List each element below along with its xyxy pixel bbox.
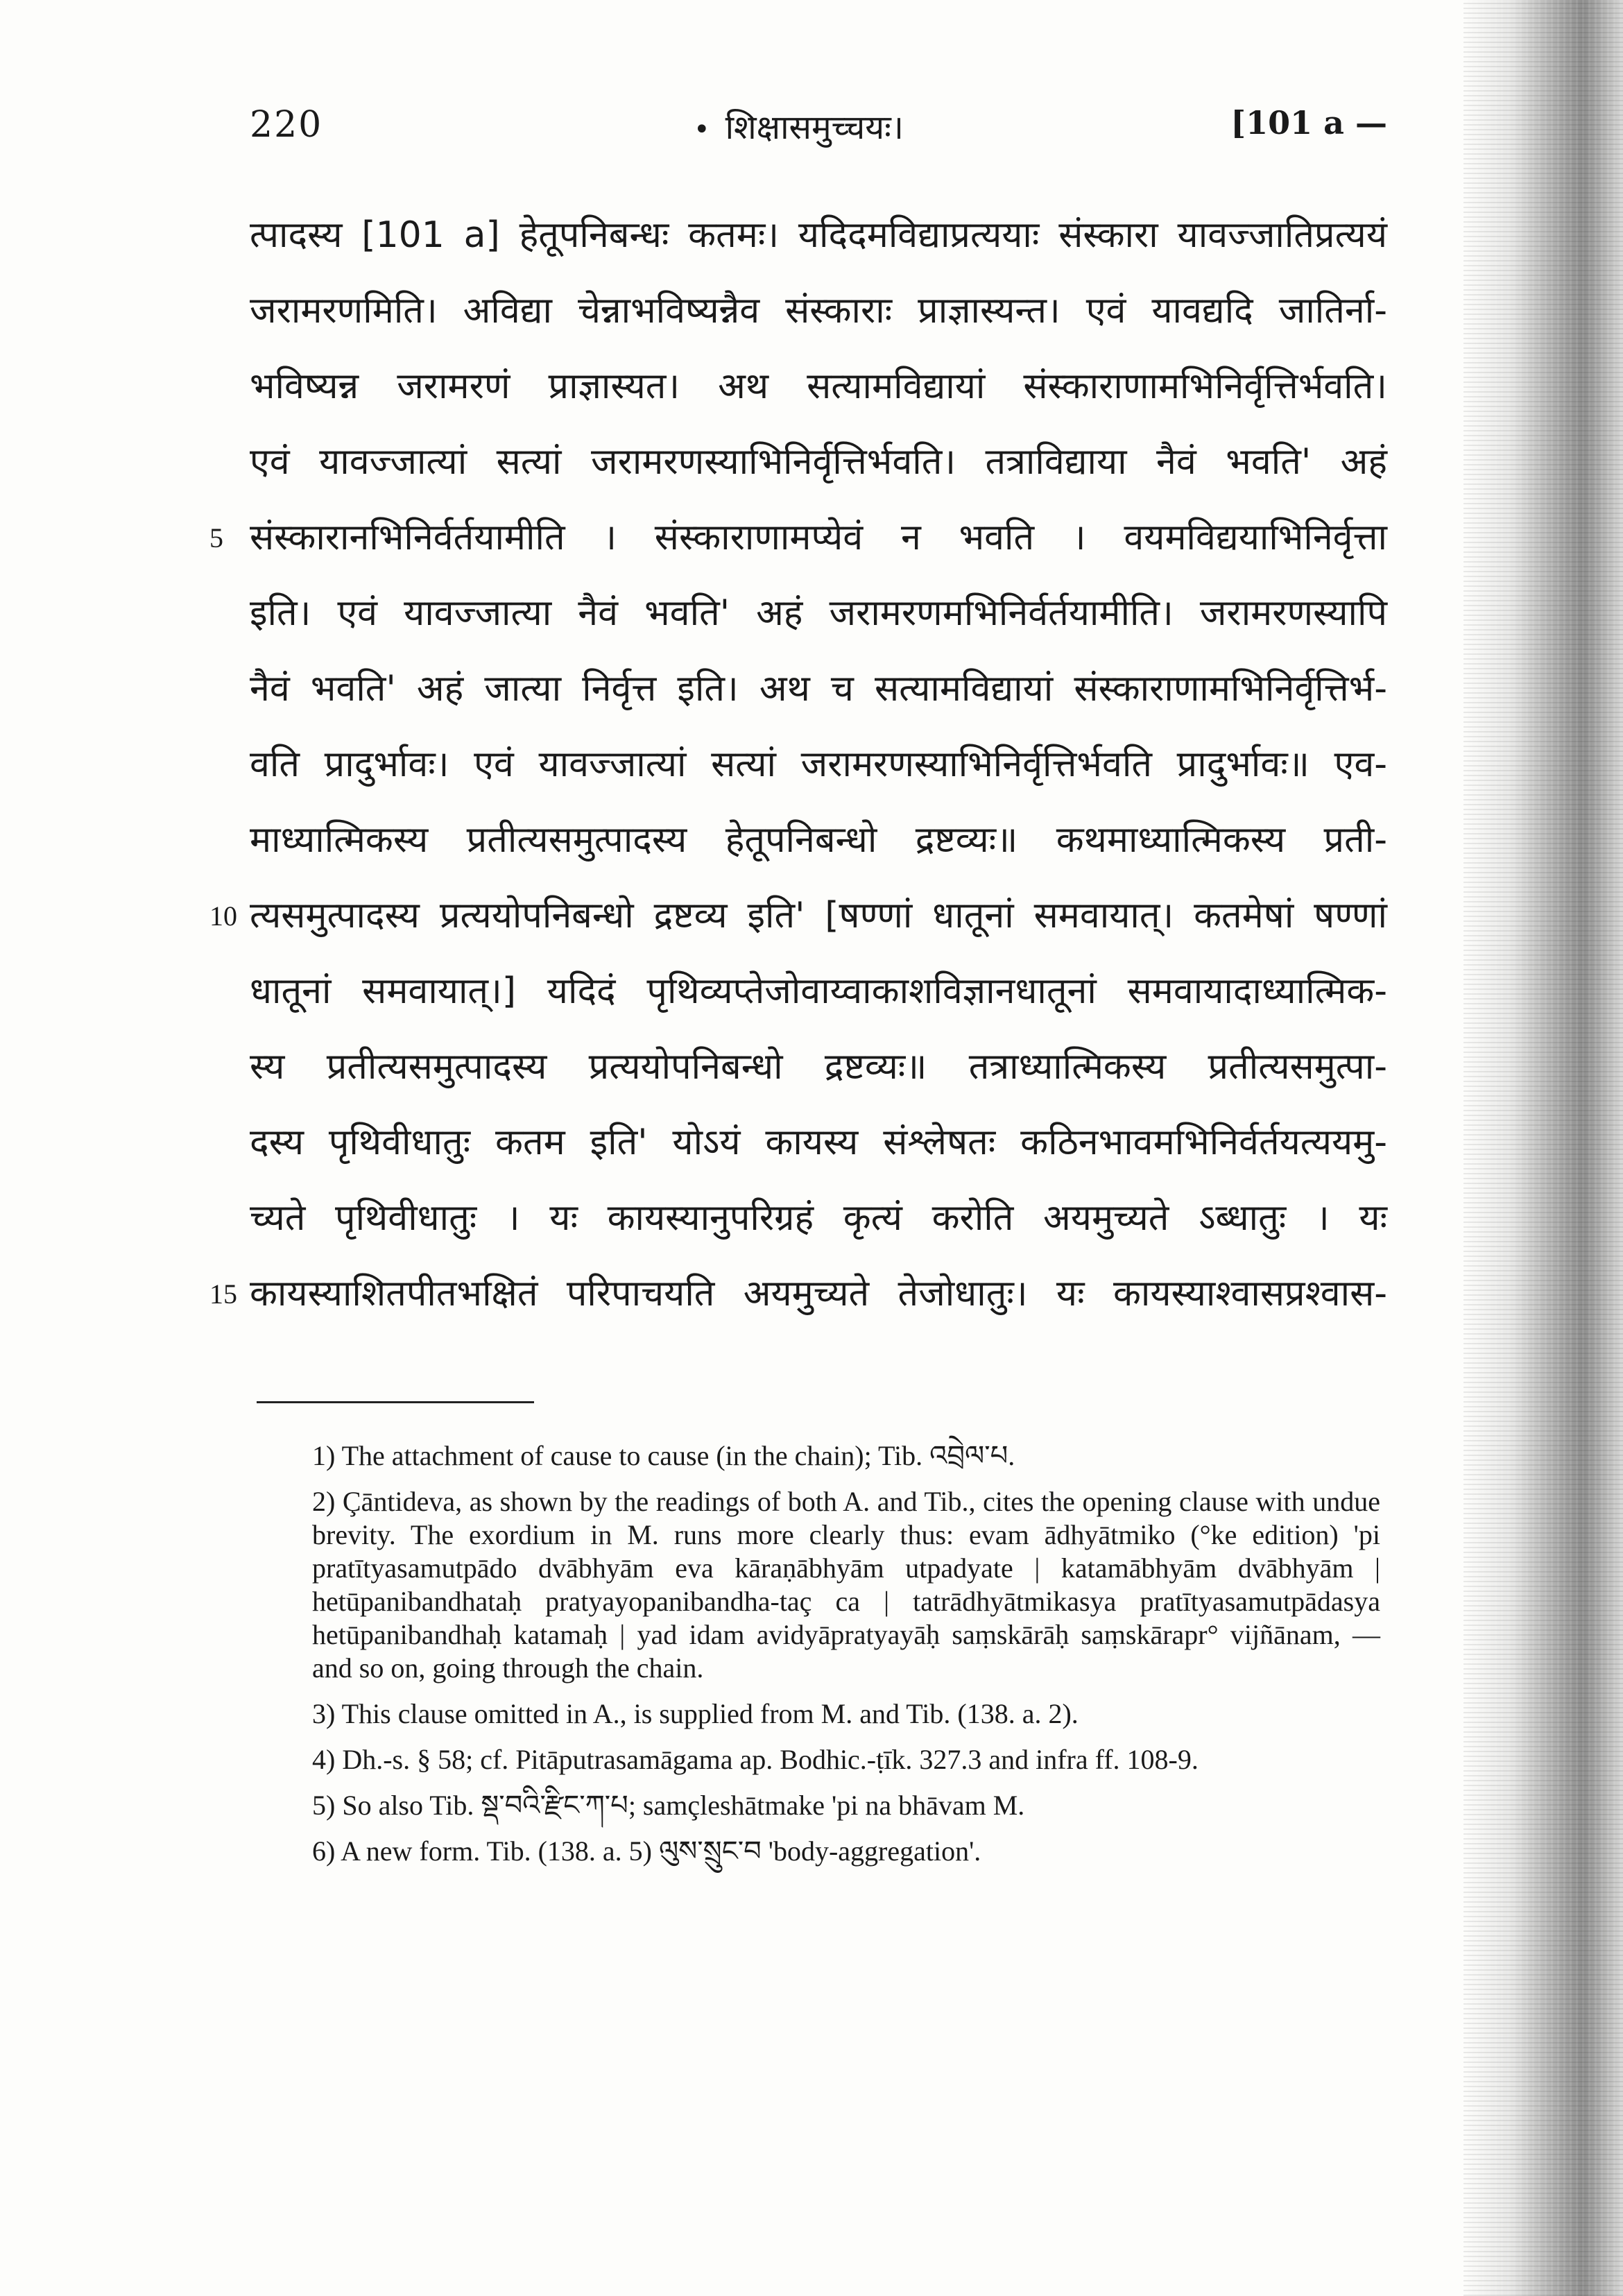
line-text: इति। एवं यावज्जात्या नैवं भवति' अहं जरामरणमभिनिर्वर्तयामीति। जरामरणस्यापि: [250, 592, 1387, 634]
line-text: कायस्याशितपीतभक्षितं परिपाचयति अयमुच्यते तेजोधातुः। यः कायस्याश्वासप्रश्वास-: [250, 1273, 1387, 1314]
line-text: त्यसमुत्पादस्य प्रत्ययोपनिबन्धो द्रष्टव्य इति' [षण्णां धातूनां समवायात्। कतमेषां षण्णां: [250, 895, 1387, 936]
text-line: [250, 1105, 1387, 1181]
line-text: भविष्यन्न जरामरणं प्राज्ञास्यत। अथ सत्यामविद्यायां संस्काराणामभिनिर्वृत्तिर्भवति।: [250, 366, 1387, 407]
bullet-icon: •: [694, 114, 710, 146]
page-header: [250, 104, 1387, 153]
text-line: [250, 1029, 1387, 1105]
text-line: [250, 425, 1387, 500]
footnote: 2) Çāntideva, as shown by the readings of both A. and Tib., cites the opening clause with undue brevity. The exordium in M. runs more clearly thus: evam ādhyātmiko (°ke edition) 'pi pratītyasamutpādo dvābhyām eva kāraṇābhyām utpadyate | katamābhyām dvābhyām | hetūpanibandhataḥ pratyayopanibandha-taç ca | tatrādhyātmikasya pratītyasamutpādasya hetūpanibandhaḥ katamaḥ | yad idam avidyāpratyayāḥ saṃskārāḥ saṃskārapr° vijñānam, — and so on, going through the chain.: [312, 1486, 1380, 1684]
text-line: [250, 273, 1387, 349]
line-number: 10: [209, 900, 237, 932]
running-title-text: शिक्षासमुच्चयः।: [725, 108, 904, 147]
text-line: [209, 1256, 1387, 1332]
text-line: [209, 500, 1387, 576]
line-text: माध्यात्मिकस्य प्रतीत्यसमुत्पादस्य हेतूपनिबन्धो द्रष्टव्यः॥ कथमाध्यात्मिकस्य प्रती-: [250, 819, 1387, 861]
line-text: वति प्रादुर्भावः। एवं यावज्जात्यां सत्यां जरामरणस्याभिनिर्वृत्तिर्भवति प्रादुर्भावः॥ एव-: [250, 744, 1387, 785]
text-line: [209, 878, 1387, 954]
footnote: 6) A new form. Tib. (138. a. 5) ལུས་སྲུང་བ 'body-aggregation'.: [312, 1835, 981, 1867]
line-text: दस्य पृथिवीधातुः कतम इति' योऽयं कायस्य संश्लेषतः कठिनभावमभिनिर्वर्तयत्ययमु-: [250, 1122, 1387, 1163]
text-line: [250, 727, 1387, 803]
footnote: 4) Dh.-s. § 58; cf. Pitāputrasamāgama ap. Bodhic.-ṭīk. 327.3 and infra ff. 108-9.: [312, 1744, 1199, 1775]
line-text: त्पादस्य [101 a] हेतूपनिबन्धः कतमः। यदिदमविद्याप्रत्ययाः संस्कारा यावज्जातिप्रत्ययं: [250, 214, 1387, 256]
folio-reference: [101 a —: [1230, 104, 1387, 142]
binding-shadow: [1463, 0, 1623, 2296]
text-line: [250, 803, 1387, 878]
line-text: एवं यावज्जात्यां सत्यां जरामरणस्याभिनिर्वृत्तिर्भवति। तत्राविद्याया नैवं भवति' अहं: [250, 441, 1387, 483]
line-number: 5: [209, 522, 223, 554]
footnote: 5) So also Tib. སྡ་བའི་རྫིང་ཀ་པ; samçleshātmake 'pi na bhāvam M.: [312, 1790, 1025, 1821]
text-line: [250, 349, 1387, 425]
footnotes: [312, 1425, 1380, 1868]
text-line: [250, 651, 1387, 727]
line-text: जरामरणमिति। अविद्या चेन्नाभविष्यन्नैव संस्काराः प्राज्ञास्यन्त। एवं यावद्यदि जातिर्ना-: [250, 290, 1387, 332]
footnote: 3) This clause omitted in A., is supplied from M. and Tib. (138. a. 2).: [312, 1698, 1079, 1729]
running-title: [694, 104, 904, 149]
line-text: स्य प्रतीत्यसमुत्पादस्य प्रत्ययोपनिबन्धो द्रष्टव्यः॥ तत्राध्यात्मिकस्य प्रतीत्यसमुत्पा-: [250, 1046, 1387, 1088]
footnote-separator: [257, 1401, 534, 1403]
line-text: धातूनां समवायात्।] यदिदं पृथिव्यप्तेजोवाय्वाकाशविज्ञानधातूनां समवायादाध्यात्मिक-: [250, 970, 1387, 1012]
line-text: नैवं भवति' अहं जात्या निर्वृत्त इति। अथ च सत्यामविद्यायां संस्काराणामभिनिर्वृत्तिर्भ-: [250, 668, 1387, 710]
line-number: 15: [209, 1278, 237, 1310]
text-line: [250, 198, 1387, 273]
sanskrit-text-body: [209, 198, 1387, 1332]
footnote: 1) The attachment of cause to cause (in the chain); Tib. འབྲེལ་པ.: [312, 1440, 1015, 1471]
text-line: [250, 954, 1387, 1029]
page-number: 220: [250, 104, 323, 146]
text-line: [250, 1181, 1387, 1256]
text-line: [250, 576, 1387, 651]
line-text: संस्कारानभिनिर्वर्तयामीति । संस्काराणामप्येवं न भवति । वयमविद्ययाभिनिर्वृत्ता: [250, 517, 1387, 558]
line-text: च्यते पृथिवीधातुः । यः कायस्यानुपरिग्रहं कृत्यं करोति अयमुच्यते ऽब्धातुः । यः: [250, 1197, 1387, 1239]
